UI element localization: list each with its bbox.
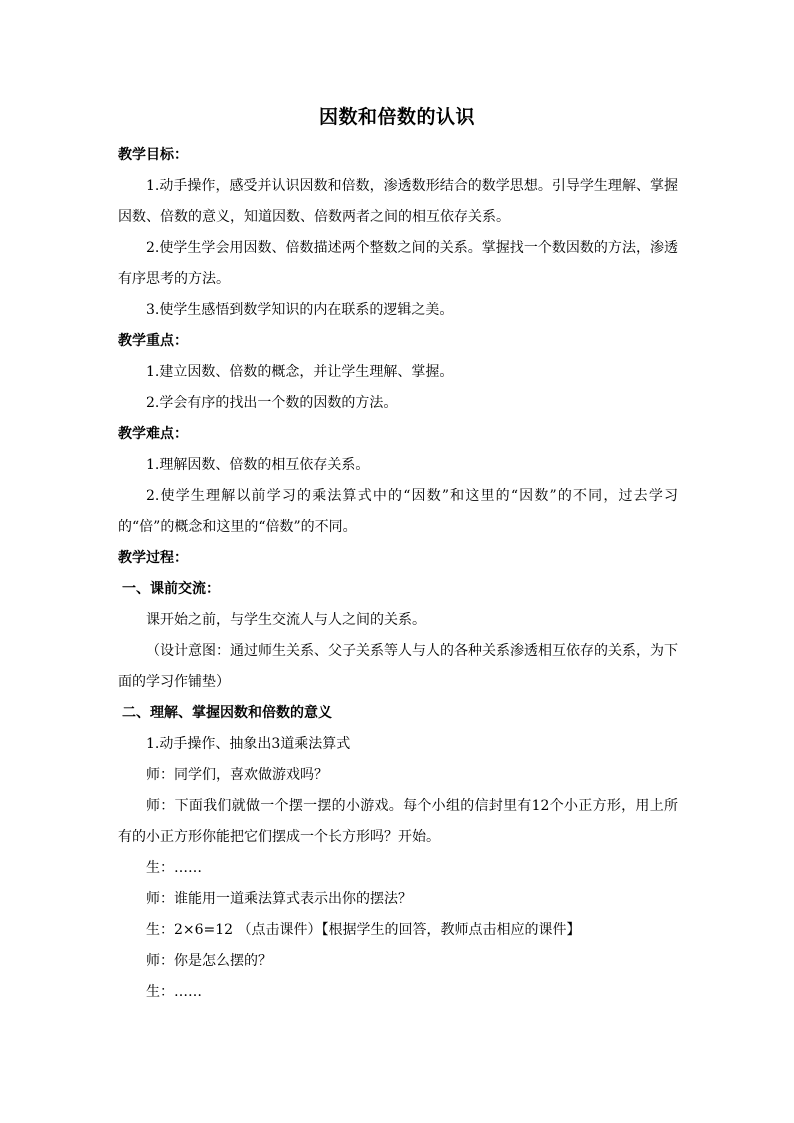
- section-heading-pre-class: 一、课前交流：: [122, 581, 220, 597]
- dialogue-line: 师：下面我们就做一个摆一摆的小游戏。每个小组的信封里有12个小正方形，用上所有的小正方形你能把它们摆成一个长方形吗？开始。: [118, 798, 678, 845]
- dialogue-line: 生：2×6=12 （点击课件）【根据学生的回答，教师点击相应的课件】: [146, 922, 581, 938]
- difficulty-item: 1.理解因数、倍数的相互依存关系。: [146, 457, 370, 473]
- dialogue-line: 师：你是怎么摆的？: [146, 953, 272, 969]
- dialogue-line: 师：同学们，喜欢做游戏吗？: [146, 767, 328, 783]
- difficulty-item: 2.使学生理解以前学习的乘法算式中的“因数”和这里的“因数”的不同，过去学习的“倍”的概念和这里的“倍数”的不同。: [118, 488, 678, 535]
- objectives-heading: 教学目标：: [118, 147, 188, 163]
- document-body: [118, 140, 678, 1008]
- process-heading: 教学过程：: [118, 550, 188, 566]
- dialogue-line: 生：……: [146, 860, 202, 876]
- section-paragraph: （设计意图：通过师生关系、父子关系等人与人的各种关系渗透相互依存的关系，为下面的学习作铺垫）: [118, 643, 678, 690]
- section-paragraph: 1.动手操作、抽象出3道乘法算式: [146, 736, 351, 752]
- objective-item: 2.使学生学会用因数、倍数描述两个整数之间的关系。掌握找一个数因数的方法，渗透有序思考的方法。: [118, 240, 678, 287]
- objective-item: 3.使学生感悟到数学知识的内在联系的逻辑之美。: [146, 302, 454, 318]
- key-point-item: 2.学会有序的找出一个数的因数的方法。: [146, 395, 398, 411]
- document-title: 因数和倍数的认识: [318, 106, 475, 128]
- section-heading-understanding: 二、理解、掌握因数和倍数的意义: [122, 705, 332, 721]
- section-paragraph: 课开始之前，与学生交流人与人之间的关系。: [146, 612, 426, 628]
- objective-item: 1.动手操作，感受并认识因数和倍数，渗透数形结合的数学思想。引导学生理解、掌握因数、倍数的意义，知道因数、倍数两者之间的相互依存关系。: [118, 178, 678, 225]
- key-point-item: 1.建立因数、倍数的概念，并让学生理解、掌握。: [146, 364, 454, 380]
- dialogue-line: 生：……: [146, 984, 202, 1000]
- dialogue-line: 师：谁能用一道乘法算式表示出你的摆法？: [146, 891, 412, 907]
- key-points-heading: 教学重点：: [118, 333, 188, 349]
- difficulties-heading: 教学难点：: [118, 426, 188, 442]
